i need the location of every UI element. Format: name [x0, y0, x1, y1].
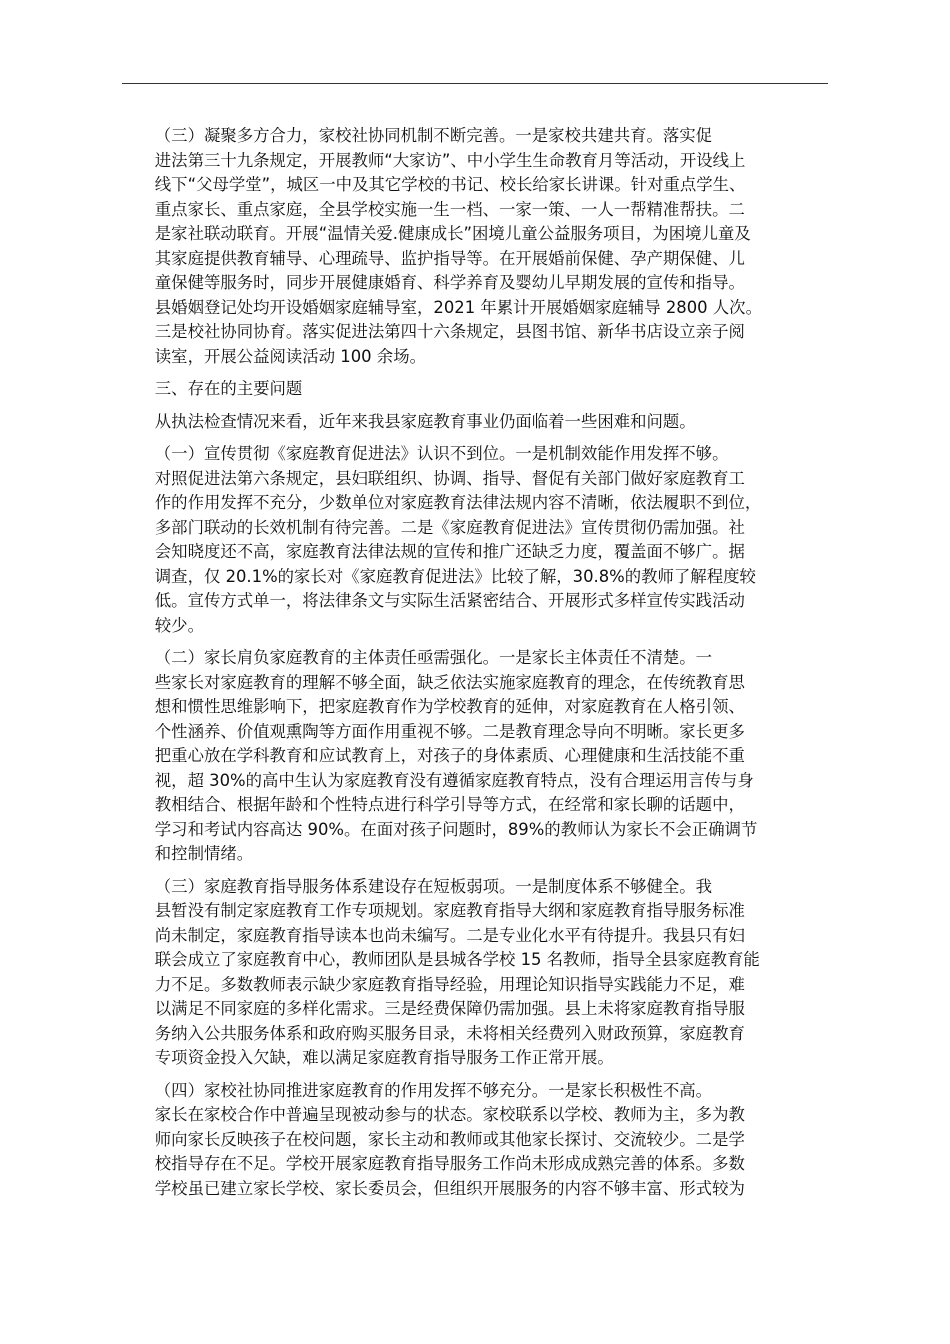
text-line: 是家社联动联育。开展“温情关爱.健康成长”困境儿童公益服务项目，为困境儿童及 — [154, 224, 751, 243]
text-line: 尚未制定，家庭教育指导读本也尚未编写。二是专业化水平有待提升。我县只有妇 — [154, 925, 745, 945]
text-line: 对照促进法第六条规定，县妇联组织、协调、指导、督促有关部门做好家庭教育工 — [154, 468, 745, 488]
text-line: 家长在家校合作中普遍呈现被动参与的状态。家校联系以学校、教师为主，多为教 — [154, 1105, 745, 1124]
text-line: 多部门联动的长效机制有待完善。二是《家庭教育促进法》宣传贯彻仍需加强。社 — [154, 517, 745, 537]
paragraph-coordination-mechanism — [122, 124, 828, 369]
text-line: 县暂没有制定家庭教育工作专项规划。家庭教育指导大纲和家庭教育指导服务标准 — [154, 901, 745, 920]
text-line: 想和惯性思维影响下，把家庭教育作为学校教育的延伸，对家庭教育在人格引领、 — [154, 697, 745, 716]
text-line: 教相结合、根据年龄和个性特点进行科学引导等方式，在经常和家长聊的话题中， — [154, 795, 745, 814]
text-line: （三）家庭教育指导服务体系建设存在短板弱项。一是制度体系不够健全。我 — [154, 876, 713, 896]
text-line: 学习和考试内容高达 90%。在面对孩子问题时，89%的教师认为家长不会正确调节 — [154, 819, 758, 839]
text-line: 调查，仅 20.1%的家长对《家庭教育促进法》比较了解，30.8%的教师了解程度较 — [154, 566, 756, 586]
text-line: 师向家长反映孩子在校问题，家长主动和教师或其他家长探讨、交流较少。二是学 — [154, 1129, 745, 1149]
heading-text: 三、存在的主要问题 — [154, 379, 303, 398]
document-body — [122, 124, 828, 1209]
text-line: 个性涵养、价值观熏陶等方面作用重视不够。二是教育理念导向不明晰。家长更多 — [154, 721, 745, 741]
text-line: 校指导存在不足。学校开展家庭教育指导服务工作尚未形成成熟完善的体系。多数 — [154, 1154, 745, 1173]
text-line: 其家庭提供教育辅导、心理疏导、监护指导等。在开展婚前保健、孕产期保健、儿 — [154, 248, 745, 268]
text-line: （三）凝聚多方合力，家校社协同机制不断完善。一是家校共建共育。落实促 — [154, 126, 713, 145]
text-line: 力不足。多数教师表示缺少家庭教育指导经验，用理论知识指导实践能力不足，难 — [154, 974, 745, 994]
paragraph-problem-3 — [122, 875, 828, 1071]
text-line: 县婚姻登记处均开设婚姻家庭辅导室，2021 年累计开展婚姻家庭辅导 2800 人次。 — [154, 297, 762, 317]
text-line: 联会成立了家庭教育中心，教师团队是县城各学校 15 名教师，指导全县家庭教育能 — [154, 950, 760, 969]
text-line: （一）宣传贯彻《家庭教育促进法》认识不到位。一是机制效能作用发挥不够。 — [154, 444, 729, 463]
paragraph-problem-4 — [122, 1079, 828, 1202]
paragraph-problem-1 — [122, 442, 828, 638]
text-line: 作的作用发挥不充分，少数单位对家庭教育法律法规内容不清晰，依法履职不到位， — [154, 493, 762, 512]
text-line: 重点家长、重点家庭，全县学校实施一生一档、一家一策、一人一帮精准帮扶。二 — [154, 199, 745, 219]
text-line: 进法第三十九条规定，开展教师“大家访”、中小学生生命教育月等活动，开设线上 — [154, 150, 746, 170]
text-line: 些家长对家庭教育的理解不够全面，缺乏依法实施家庭教育的理念，在传统教育思 — [154, 672, 745, 692]
text-line: 读室，开展公益阅读活动 100 余场。 — [154, 346, 426, 366]
text-line: 童保健等服务时，同步开展健康婚育、科学养育及婴幼儿早期发展的宣传和指导。 — [154, 273, 745, 292]
text-line: 会知晓度还不高，家庭教育法律法规的宣传和推广还缺乏力度，覆盖面不够广。据 — [154, 542, 745, 561]
text-line: 把重心放在学科教育和应试教育上，对孩子的身体素质、心理健康和生活技能不重 — [154, 746, 745, 765]
text-line: 从执法检查情况来看，近年来我县家庭教育事业仍面临着一些困难和问题。 — [154, 411, 696, 431]
section-heading-main-problems — [122, 377, 828, 402]
text-line: 专项资金投入欠缺，难以满足家庭教育指导服务工作正常开展。 — [154, 1048, 614, 1067]
text-line: 三是校社协同协育。落实促进法第四十六条规定，县图书馆、新华书店设立亲子阅 — [154, 322, 745, 341]
text-line: 以满足不同家庭的多样化需求。三是经费保障仍需加强。县上未将家庭教育指导服 — [154, 999, 745, 1018]
text-line: 视，超 30%的高中生认为家庭教育没有遵循家庭教育特点，没有合理运用言传与身 — [154, 770, 754, 790]
paragraph-intro — [122, 410, 828, 435]
text-line: 低。宣传方式单一，将法律条文与实际生活紧密结合、开展形式多样宣传实践活动 — [154, 591, 745, 610]
text-line: 线下“父母学堂”，城区一中及其它学校的书记、校长给家长讲课。针对重点学生、 — [154, 175, 746, 194]
text-line: 学校虽已建立家长学校、家长委员会，但组织开展服务的内容不够丰富、形式较为 — [154, 1178, 745, 1198]
header-rule — [122, 83, 828, 84]
text-line: 较少。 — [154, 615, 204, 635]
paragraph-problem-2 — [122, 646, 828, 867]
text-line: （四）家校社协同推进家庭教育的作用发挥不够充分。一是家长积极性不高。 — [154, 1080, 713, 1100]
text-line: 和控制情绪。 — [154, 844, 254, 863]
text-line: 务纳入公共服务体系和政府购买服务目录，未将相关经费列入财政预算，家庭教育 — [154, 1023, 745, 1043]
text-line: （二）家长肩负家庭教育的主体责任亟需强化。一是家长主体责任不清楚。一 — [154, 648, 713, 667]
